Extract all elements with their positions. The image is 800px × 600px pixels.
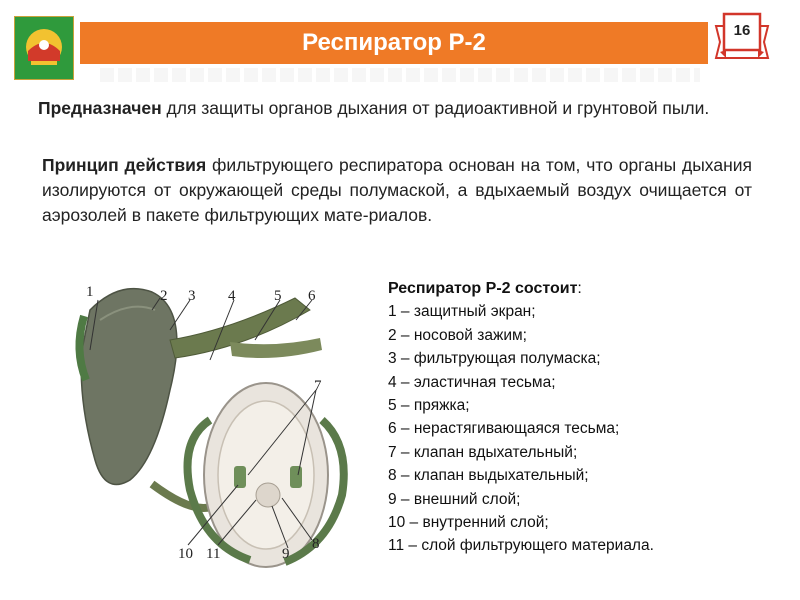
title-bar [80, 22, 708, 64]
list-item: 7 – клапан вдыхательный; [388, 443, 578, 461]
figure-label: 4 [228, 288, 236, 304]
list-item: 5 – пряжка; [388, 397, 470, 415]
respirator-illustration [60, 270, 380, 590]
principle-text: фильтрующего респиратора основан на том, что органы дыхания изолируются от окружающей среды полумаской, а вдыхаемый воздух очищается от аэрозолей в пакете фильтрующих мате-риалов. [42, 155, 752, 225]
list-item: 3 – фильтрующая полумаска; [388, 350, 601, 368]
figure-label: 7 [314, 378, 322, 394]
title-shadow [100, 68, 700, 82]
principle-clip [42, 153, 762, 275]
page-title: Респиратор Р-2 [302, 29, 486, 56]
composition-heading-text: Респиратор Р-2 состоит [388, 280, 578, 297]
figure-label: 8 [312, 536, 320, 552]
principle-paragraph [42, 153, 752, 228]
emblem-icon [15, 17, 73, 79]
figure-label: 1 [86, 284, 94, 300]
figure-label: 2 [160, 288, 168, 304]
list-item: 2 – носовой зажим; [388, 326, 527, 344]
purpose-paragraph [38, 96, 738, 121]
emblem-logo [14, 16, 74, 80]
page-number: 16 [733, 22, 751, 39]
ribbon-badge-icon [712, 12, 772, 66]
purpose-lead: Предназначен [38, 98, 162, 118]
list-item: 4 – эластичная тесьма; [388, 373, 556, 391]
principle-lead: Принцип действия [42, 155, 207, 175]
figure-label: 10 [178, 546, 193, 562]
list-item: 11 – слой фильтрующего материала. [388, 537, 654, 555]
figure-label: 11 [206, 546, 221, 562]
list-item: 6 – нерастягивающаяся тесьма; [388, 420, 620, 438]
list-item: 10 – внутренний слой; [388, 514, 549, 532]
figure-label: 3 [188, 288, 196, 304]
list-item: 1 – защитный экран; [388, 303, 536, 321]
composition-heading-suffix: : [577, 280, 582, 297]
list-item: 9 – внешний слой; [388, 490, 521, 508]
figure-label: 6 [308, 288, 316, 304]
composition-heading [388, 277, 788, 300]
list-item: 8 – клапан выдыхательный; [388, 467, 589, 485]
respirator-figure [60, 270, 380, 590]
figure-label: 5 [274, 288, 282, 304]
purpose-text: для защиты органов дыхания от радиоактивной и грунтовой пыли. [161, 98, 710, 118]
composition-list [388, 277, 788, 558]
figure-label: 9 [282, 546, 290, 562]
